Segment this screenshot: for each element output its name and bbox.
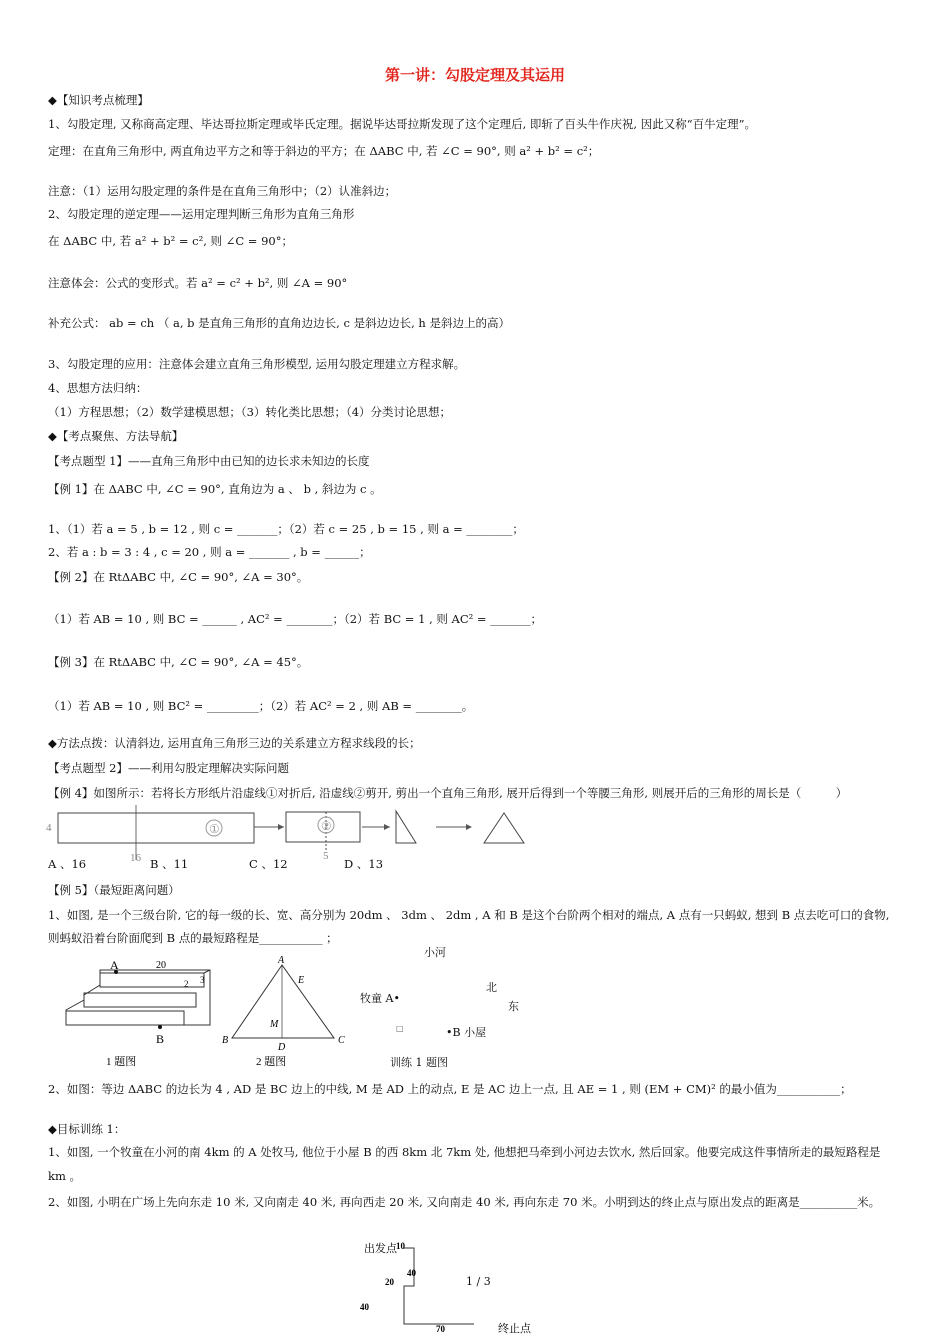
path-label-40b: 40: [360, 1302, 369, 1312]
text-line-9: 4、思想方法归纳：: [48, 381, 148, 395]
start-label: 出发点: [364, 1243, 397, 1255]
text-line-15: 2、若 a : b = 3 : 4 , c = 20 , 则 a = _______ , b = ______；: [48, 545, 371, 559]
north-label: 北: [486, 981, 497, 994]
tri-label-d: D: [278, 1042, 286, 1053]
text-line-28: 1、如图, 一个牧童在小河的南 4km 的 A 处牧马, 他位于小屋 B 的西 8km 北 7km 处, 他想把马牵到小河边去饮水, 然后回家。他要完成这件事情所走的最短路程是: [48, 1145, 881, 1159]
page-title: 第一讲：勾股定理及其运用: [384, 66, 565, 84]
ex4-figure: [44, 805, 514, 865]
stairs-figure: [60, 955, 220, 1070]
stairs-label-2: 2: [184, 979, 189, 989]
tri-caption: 2 题图: [256, 1056, 287, 1068]
text-line-27: ◆目标训练 1：: [48, 1122, 126, 1136]
text-line-22: 【例 4】如图所示：若将长方形纸片沿虚线①对折后, 沿虚线②剪开, 剪出一个直角三角形, 展开后得到一个等腰三角形, 则展开后的三角形的周长是（ ）: [48, 786, 848, 800]
option-d[interactable]: D 、13: [344, 857, 384, 871]
text-line-18: 【例 3】在 RtΔABC 中, ∠C = 90°, ∠A = 45°。: [48, 655, 309, 669]
option-a[interactable]: A 、16: [48, 857, 87, 871]
text-line-7: 补充公式： ab = ch （ a, b 是直角三角形的直角边边长, c 是斜边边长, h 是斜边上的高）: [48, 316, 510, 330]
stairs-label-3: 3: [200, 975, 205, 985]
text-line-5: 在 ΔABC 中, 若 a² + b² = c², 则 ∠C = 90°；: [48, 234, 293, 248]
arrow-right-icon: [278, 824, 284, 830]
text-line-4: 2、勾股定理的逆定理——运用定理判断三角形为直角三角形: [48, 207, 355, 221]
text-line-24: 1、如图, 是一个三级台阶, 它的每一级的长、宽、高分别为 20dm 、 3dm 、 2dm , A 和 B 是这个台阶两个相对的端点, A 点有一只蚂蚁, 想到 B 点去吃可口的食物,: [48, 908, 890, 922]
tri-label-c: C: [338, 1035, 345, 1046]
text-line-21: 【考点题型 2】——利用勾股定理解决实际问题: [48, 761, 289, 775]
path-label-40a: 40: [407, 1268, 416, 1278]
ex4-circle2: ②: [321, 819, 332, 833]
option-c[interactable]: C 、12: [249, 857, 288, 871]
stairs-label-20: 20: [156, 960, 166, 971]
square-icon: □: [396, 1024, 404, 1033]
stairs-label-a: A: [110, 958, 119, 972]
tri-label-b: B: [222, 1035, 229, 1046]
map-caption: 训练 1 题图: [390, 1056, 448, 1069]
end-label: 终止点: [498, 1323, 531, 1335]
text-line-13: 【例 1】在 ΔABC 中, ∠C = 90°, 直角边为 a 、 b , 斜边为 c 。: [48, 482, 382, 496]
text-line-11: ◆【考点聚焦、方法导航】: [48, 429, 184, 443]
house-label: •B 小屋: [446, 1026, 487, 1039]
tri-label-m: M: [270, 1019, 279, 1030]
shepherd-label: 牧童 A•: [360, 992, 400, 1005]
text-line-12: 【考点题型 1】——直角三角形中由已知的边长求未知边的长度: [48, 454, 370, 468]
text-line-8: 3、勾股定理的应用：注意体会建立直角三角形模型, 运用勾股定理建立方程求解。: [48, 357, 466, 371]
text-line-1: 1、勾股定理, 又称商高定理、毕达哥拉斯定理或毕氏定理。据说毕达哥拉斯发现了这个定理后, 即斩了百头牛作庆祝, 因此又称“百牛定理”。: [48, 117, 757, 131]
ex4-circle1: ①: [209, 822, 220, 836]
path-figure: [356, 1236, 556, 1340]
river-label: 小河: [424, 946, 446, 959]
path-label-10: 10: [396, 1241, 405, 1251]
text-line-26: 2、如图：等边 ΔABC 的边长为 4 , AD 是 BC 边上的中线, M 是 AD 上的动点, E 是 AC 边上一点, 且 AE = 1 , 则 (EM + CM)² 的最小值为___________；: [48, 1082, 852, 1096]
text-line-0: ◆【知识考点梳理】: [48, 93, 149, 107]
text-line-19: （1）若 AB = 10 , 则 BC² = _________；（2）若 AC² = 2 , 则 AB = ________。: [48, 699, 474, 713]
ex4-side-label: 4: [46, 822, 52, 834]
isosceles-triangle-shape: [484, 813, 524, 843]
ex4-label-5: 5: [323, 850, 329, 862]
text-line-16: 【例 2】在 RtΔABC 中, ∠C = 90°, ∠A = 30°。: [48, 570, 309, 584]
option-b[interactable]: B 、11: [150, 857, 189, 871]
text-line-10: （1）方程思想；（2）数学建模思想；（3）转化类比思想；（4）分类讨论思想；: [48, 405, 452, 419]
text-line-29: km 。: [48, 1169, 82, 1183]
text-line-23: 【例 5】（最短距离问题）: [48, 883, 180, 897]
arrow-right-icon: [384, 824, 390, 830]
east-label: 东: [508, 1000, 519, 1013]
triangle-figure: [222, 955, 352, 1070]
path-label-20: 20: [385, 1277, 394, 1287]
tri-label-a: A: [278, 955, 285, 966]
text-line-25: 则蚂蚁沿着台阶面爬到 B 点的最短路程是___________ ；: [48, 931, 338, 945]
text-line-30: 2、如图, 小明在广场上先向东走 10 米, 又向南走 40 米, 再向西走 20 米, 又向南走 40 米, 再向东走 70 米。小明到达的终止点与原出发点的距离是__________米。: [48, 1195, 881, 1209]
text-line-14: 1、（1）若 a = 5 , b = 12 , 则 c = _______；（2）若 c = 25 , b = 15 , 则 a = ________；: [48, 522, 524, 536]
ex4-label-16: 16: [130, 852, 141, 864]
text-line-20: ◆方法点拨：认清斜边, 运用直角三角形三边的关系建立方程求线段的长；: [48, 736, 421, 750]
text-line-17: （1）若 AB = 10 , 则 BC = ______ , AC² = ________；（2）若 BC = 1 , 则 AC² = _______；: [48, 612, 542, 626]
stairs-caption: 1 题图: [106, 1056, 137, 1068]
tri-label-e: E: [298, 975, 305, 986]
page-number: 1 / 3: [466, 1275, 491, 1288]
path-label-70: 70: [436, 1324, 445, 1334]
text-line-3: 注意：（1）运用勾股定理的条件是在直角三角形中；（2）认准斜边；: [48, 184, 397, 198]
text-line-2: 定理：在直角三角形中, 两直角边平方之和等于斜边的平方；在 ΔABC 中, 若 ∠C = 90°, 则 a² + b² = c²；: [48, 144, 600, 158]
arrow-right-icon: [466, 824, 472, 830]
right-triangle-shape: [396, 811, 416, 843]
text-line-6: 注意体会：公式的变形式。若 a² = c² + b², 则 ∠A = 90°: [48, 276, 348, 290]
stairs-label-b: B: [156, 1032, 165, 1046]
